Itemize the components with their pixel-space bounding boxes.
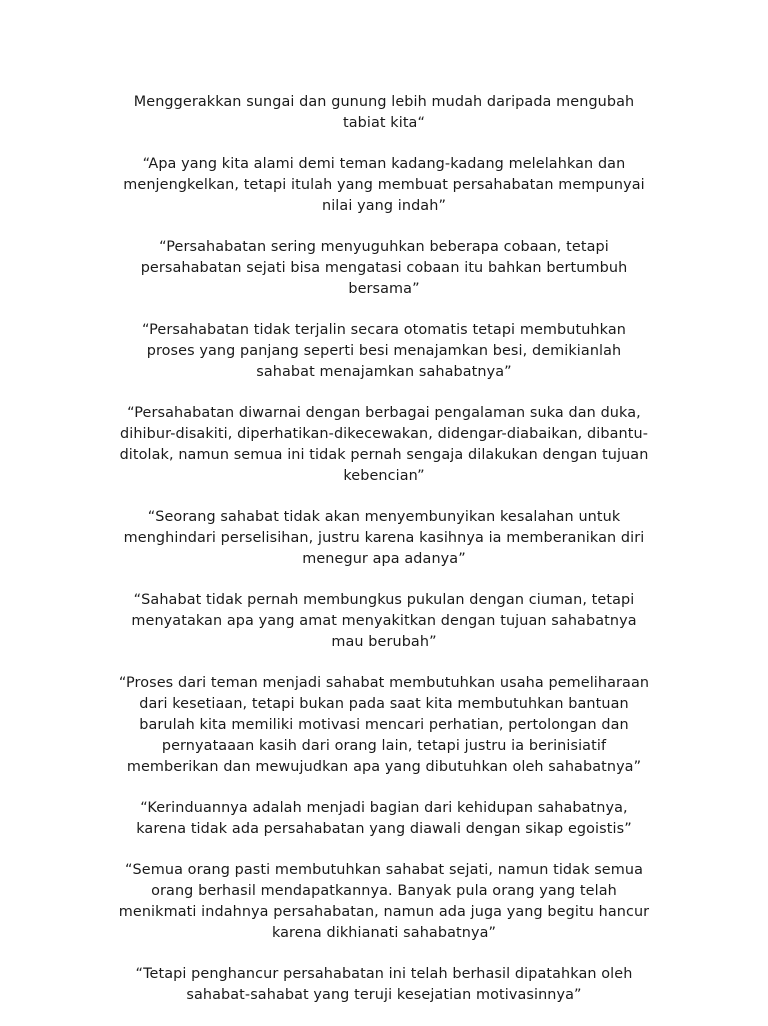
quote-paragraph: “Semua orang pasti membutuhkan sahabat sejati, namun tidak semua orang berhasil mendapatkannya. Banyak pula orang yang telah menikmati indahnya persahabatan, namun ada juga yang begitu hancur karena dikhianati sahabatnya”	[118, 862, 650, 941]
quote-paragraph: “Persahabatan diwarnai dengan berbagai pengalaman suka dan duka, dihibur-disakiti, diperhatikan-dikecewakan, didengar-diabaikan, dibantu-ditolak, namun semua ini tidak pernah sengaja dilakukan dengan tujuan kebencian”	[119, 405, 649, 484]
quote-paragraph: “Sahabat tidak pernah membungkus pukulan dengan ciuman, tetapi menyatakan apa yang amat menyakitkan dengan tujuan sahabatnya mau berubah”	[131, 592, 637, 650]
quote-paragraph: “Proses dari teman menjadi sahabat membutuhkan usaha pemeliharaan dari kesetiaan, tetapi bukan pada saat kita membutuhkan bantuan barulah kita memiliki motivasi mencari perhatian, pertolongan dan pernyataaan kasih dari orang lain, tetapi justru ia berinisiatif memberikan dan mewujudkan apa yang dibutuhkan oleh sahabatnya”	[118, 675, 650, 775]
quote-paragraph: “Seorang sahabat tidak akan menyembunyikan kesalahan untuk menghindari perselisihan, justru karena kasihnya ia memberanikan diri menegur apa adanya”	[123, 509, 645, 567]
quote-paragraph: Menggerakkan sungai dan gunung lebih mudah daripada mengubah tabiat kita“	[133, 94, 635, 131]
quotes-column	[118, 92, 650, 1026]
quote-paragraph: “Persahabatan tidak terjalin secara otomatis tetapi membutuhkan proses yang panjang seperti besi menajamkan besi, demikianlah sahabat menajamkan sahabatnya”	[142, 322, 626, 380]
quote-paragraph: “Apa yang kita alami demi teman kadang-kadang melelahkan dan menjengkelkan, tetapi itulah yang membuat persahabatan mempunyai nilai yang indah”	[123, 156, 645, 214]
quote-paragraph: “Kerinduannya adalah menjadi bagian dari kehidupan sahabatnya, karena tidak ada persahabatan yang diawali dengan sikap egoistis”	[136, 800, 632, 837]
quote-paragraph: “Persahabatan sering menyuguhkan beberapa cobaan, tetapi persahabatan sejati bisa mengatasi cobaan itu bahkan bertumbuh bersama”	[140, 239, 628, 297]
quote-paragraph: “Tetapi penghancur persahabatan ini telah berhasil dipatahkan oleh sahabat-sahabat yang teruji kesejatian motivasinnya”	[135, 966, 633, 1003]
